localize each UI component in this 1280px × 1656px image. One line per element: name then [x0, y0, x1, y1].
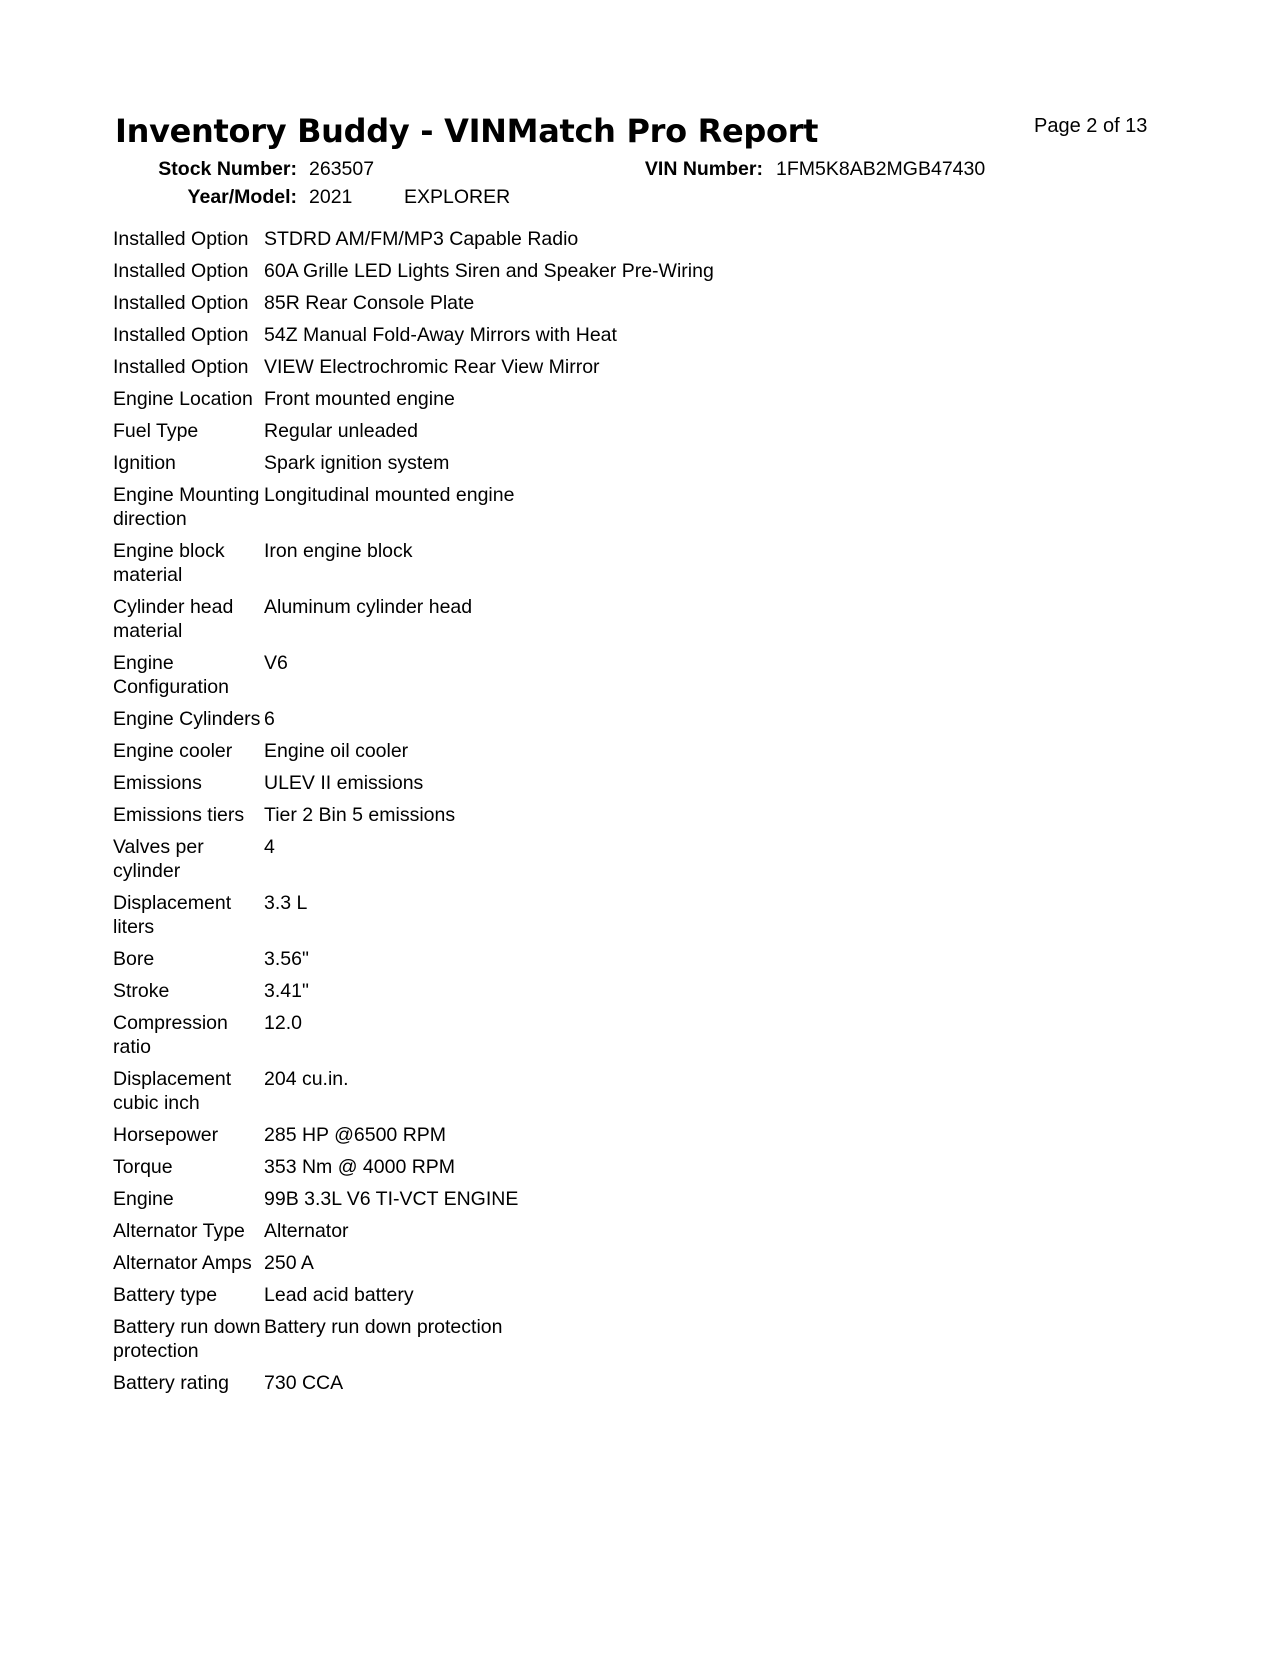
spec-label: Installed Option [113, 356, 249, 378]
spec-value: 250 A [264, 1252, 314, 1274]
spec-row [113, 355, 714, 387]
model-value: EXPLORER [404, 186, 511, 208]
spec-table [113, 227, 714, 1403]
spec-value: Lead acid battery [264, 1284, 414, 1306]
spec-label: Engine Cylinders [113, 708, 261, 730]
spec-row [113, 1315, 714, 1371]
spec-label: Bore [113, 948, 155, 970]
spec-row [113, 739, 714, 771]
spec-row [113, 1155, 714, 1187]
spec-row [113, 771, 714, 803]
spec-row [113, 539, 714, 595]
spec-value: 3.3 L [264, 892, 308, 914]
spec-row [113, 1371, 714, 1403]
spec-value: 204 cu.in. [264, 1068, 349, 1090]
spec-value: Spark ignition system [264, 452, 450, 474]
spec-label: Battery run down protection [113, 1316, 261, 1362]
spec-table-body [113, 227, 714, 1403]
spec-row [113, 483, 714, 539]
spec-label: Ignition [113, 452, 176, 474]
vin-number-value: 1FM5K8AB2MGB47430 [776, 158, 986, 180]
spec-value: 6 [264, 708, 275, 730]
spec-label: Engine Mounting direction [113, 484, 260, 530]
spec-value: Regular unleaded [264, 420, 418, 442]
spec-row [113, 595, 714, 651]
spec-row [113, 891, 714, 947]
spec-label: Engine Location [113, 388, 253, 410]
spec-value: Iron engine block [264, 540, 413, 562]
spec-label: Installed Option [113, 260, 249, 282]
spec-value: 730 CCA [264, 1372, 344, 1394]
spec-value: 3.41" [264, 980, 309, 1002]
report-title: Inventory Buddy - VINMatch Pro Report [115, 112, 819, 150]
spec-row [113, 1187, 714, 1219]
spec-value: 353 Nm @ 4000 RPM [264, 1156, 456, 1178]
spec-label: Cylinder head material [113, 596, 234, 642]
spec-row [113, 1067, 714, 1123]
spec-label: Battery type [113, 1284, 218, 1306]
spec-label: Compression ratio [113, 1012, 228, 1058]
spec-row [113, 387, 714, 419]
spec-label: Stroke [113, 980, 170, 1002]
spec-value: 4 [264, 836, 275, 858]
spec-value: Longitudinal mounted engine [264, 484, 515, 506]
spec-label: Engine cooler [113, 740, 233, 762]
spec-row [113, 1011, 714, 1067]
spec-value: 12.0 [264, 1012, 302, 1034]
year-model-label: Year/Model: [187, 186, 297, 208]
spec-value: Battery run down protection [264, 1316, 503, 1338]
vin-number-label: VIN Number: [644, 158, 763, 180]
spec-label: Displacement liters [113, 892, 232, 938]
spec-label: Alternator Amps [113, 1252, 252, 1274]
spec-value: 99B 3.3L V6 TI-VCT ENGINE [264, 1188, 519, 1210]
spec-label: Battery rating [113, 1372, 229, 1394]
spec-value: ULEV II emissions [264, 772, 424, 794]
stock-number-value: 263507 [309, 158, 375, 180]
spec-row [113, 1283, 714, 1315]
spec-label: Fuel Type [113, 420, 199, 442]
spec-row [113, 1219, 714, 1251]
spec-value: 3.56" [264, 948, 309, 970]
spec-label: Engine block material [113, 540, 225, 586]
spec-row [113, 707, 714, 739]
spec-row [113, 259, 714, 291]
spec-label: Installed Option [113, 292, 249, 314]
spec-row [113, 947, 714, 979]
spec-value: Engine oil cooler [264, 740, 409, 762]
spec-row [113, 979, 714, 1011]
spec-value: 54Z Manual Fold-Away Mirrors with Heat [264, 324, 617, 346]
spec-label: Emissions tiers [113, 804, 245, 826]
year-value: 2021 [309, 186, 353, 208]
spec-row [113, 291, 714, 323]
spec-label: Emissions [113, 772, 202, 794]
spec-label: Installed Option [113, 324, 249, 346]
spec-row [113, 803, 714, 835]
spec-value: VIEW Electrochromic Rear View Mirror [264, 356, 600, 378]
spec-label: Engine Configuration [113, 652, 229, 698]
spec-value: Front mounted engine [264, 388, 455, 410]
spec-value: Tier 2 Bin 5 emissions [264, 804, 456, 826]
page-indicator: Page 2 of 13 [1034, 115, 1148, 137]
spec-value: V6 [264, 652, 288, 674]
spec-label: Displacement cubic inch [113, 1068, 232, 1114]
spec-value: 60A Grille LED Lights Siren and Speaker Pre-Wiring [264, 260, 714, 282]
spec-value: STDRD AM/FM/MP3 Capable Radio [264, 228, 579, 250]
spec-row [113, 419, 714, 451]
spec-row [113, 227, 714, 259]
spec-value: 285 HP @6500 RPM [264, 1124, 447, 1146]
spec-row [113, 651, 714, 707]
spec-label: Torque [113, 1156, 173, 1178]
spec-value: Alternator [264, 1220, 349, 1242]
spec-value: Aluminum cylinder head [264, 596, 473, 618]
spec-label: Horsepower [113, 1124, 219, 1146]
spec-label: Valves per cylinder [113, 836, 204, 882]
spec-label: Alternator Type [113, 1220, 245, 1242]
spec-row [113, 323, 714, 355]
spec-row [113, 835, 714, 891]
spec-row [113, 1123, 714, 1155]
spec-row [113, 1251, 714, 1283]
spec-label: Engine [113, 1188, 174, 1210]
spec-value: 85R Rear Console Plate [264, 292, 475, 314]
spec-label: Installed Option [113, 228, 249, 250]
stock-number-label: Stock Number: [158, 158, 297, 180]
spec-row [113, 451, 714, 483]
